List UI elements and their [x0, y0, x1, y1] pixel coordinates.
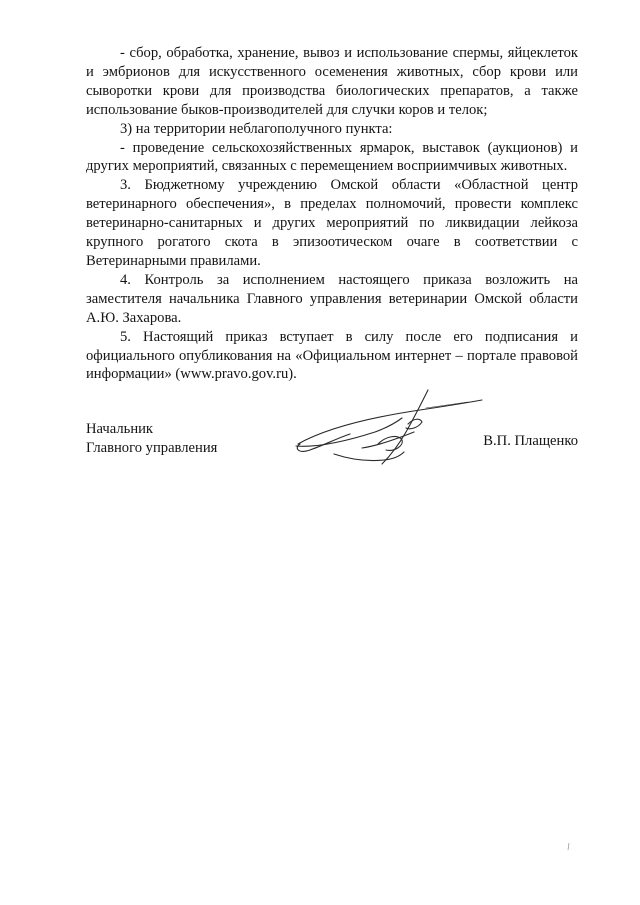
paragraph-fairs-ban: - проведение сельскохозяйственных ярмарок, выставок (аукционов) и других мероприятий, связанных с перемещением восприимчивых животных. [86, 139, 578, 175]
paragraph-semen-collection: - сбор, обработка, хранение, вывоз и использование спермы, яйцеклеток и эмбрионов для искусственного осеменения животных, сбор крови или сыворотки крови для производства биологических препаратов, а также использование быков-производителей для случки коров и телок; [86, 45, 578, 118]
signatory-name: В.П. Плащенко [483, 433, 578, 449]
signatory-title [86, 420, 217, 458]
paragraph-item-5: 5. Настоящий приказ вступает в силу после его подписания и официального опубликования на «Официальном интернет – портале правовой информации» (www.pravo.gov.ru). [86, 328, 578, 383]
paragraph-item-4: 4. Контроль за исполнением настоящего приказа возложить на заместителя начальника Главного управления ветеринарии Омской области А.Ю. Захарова. [86, 271, 578, 326]
signatory-title-line2: Главного управления [86, 440, 218, 456]
document-body [86, 44, 578, 384]
paragraph-affected-territory: 3) на территории неблагополучного пункта: [120, 120, 393, 137]
signatory-title-line1: Начальник [86, 421, 154, 437]
paragraph-item-3: 3. Бюджетному учреждению Омской области «Областной центр ветеринарного обеспечения», в пределах полномочий, провести комплекс ветеринарно-санитарных и других мероприятий по ликвидации лейкоза крупного рогатого скота в эпизоотическом очаге в соответствии с Ветеринарными правилами. [86, 177, 578, 269]
handwritten-signature [290, 388, 490, 470]
scan-speck [566, 842, 572, 852]
